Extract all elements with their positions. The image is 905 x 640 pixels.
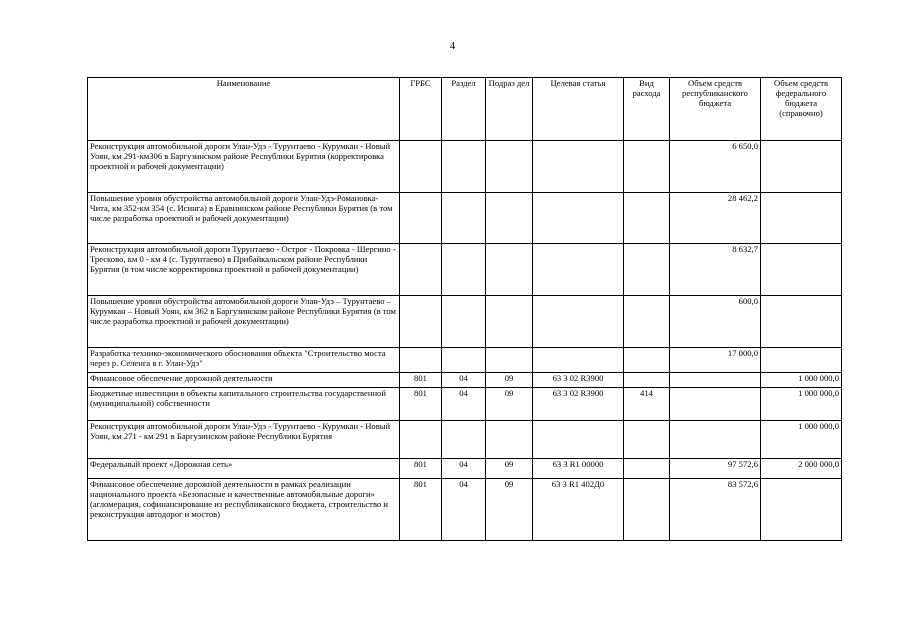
cell-podrazdel: 09 <box>486 459 533 479</box>
cell-expense-type <box>624 459 670 479</box>
cell-republican-amount <box>670 388 761 421</box>
cell-expense-type <box>624 373 670 388</box>
cell-expense-type <box>624 141 670 193</box>
table-row <box>88 459 842 479</box>
cell-grbs: 801 <box>400 388 442 421</box>
page-number: 4 <box>449 40 456 52</box>
cell-razdel: 04 <box>442 373 486 388</box>
header-name: Наименование <box>88 78 400 141</box>
cell-grbs <box>400 348 442 373</box>
cell-republican-amount: 6 650,0 <box>670 141 761 193</box>
table-header-row <box>88 78 842 141</box>
cell-federal-amount <box>761 479 842 541</box>
cell-name: Реконструкция автомобильной дороги Улан-Удэ - Турунтаево - Курумкан - Новый Уоян, км 291-км306 в Баргузинском районе Республики Бурятия (корректировка проектной и рабочей документации) <box>88 141 400 193</box>
cell-republican-amount: 600,0 <box>670 296 761 348</box>
table-row <box>88 373 842 388</box>
cell-razdel <box>442 348 486 373</box>
cell-republican-amount: 97 572,6 <box>670 459 761 479</box>
cell-name: Реконструкция автомобильной дороги Турунтаево - Острог - Покровка - Шергино - Тресково, км 0 - км 4 (с. Турунтаево) в Прибайкальском районе Республики Бурятия (в том числе корректировка проектной и рабочей документации) <box>88 244 400 296</box>
cell-razdel <box>442 421 486 459</box>
cell-razdel: 04 <box>442 479 486 541</box>
cell-grbs: 801 <box>400 479 442 541</box>
cell-republican-amount: 28 462,2 <box>670 193 761 244</box>
cell-podrazdel: 09 <box>486 388 533 421</box>
cell-republican-amount <box>670 373 761 388</box>
cell-target-article <box>533 193 624 244</box>
cell-expense-type <box>624 348 670 373</box>
cell-name: Бюджетные инвестиции в объекты капитального строительства государственной (муниципальной) собственности <box>88 388 400 421</box>
cell-razdel <box>442 296 486 348</box>
header-federal-budget: Объем средств федерального бюджета (справочно) <box>761 78 842 141</box>
cell-grbs <box>400 296 442 348</box>
table-row <box>88 421 842 459</box>
cell-target-article <box>533 348 624 373</box>
cell-podrazdel: 09 <box>486 479 533 541</box>
table-row <box>88 141 842 193</box>
cell-federal-amount: 1 000 000,0 <box>761 421 842 459</box>
cell-razdel <box>442 193 486 244</box>
cell-republican-amount <box>670 421 761 459</box>
cell-federal-amount <box>761 193 842 244</box>
table-row <box>88 244 842 296</box>
table-row <box>88 193 842 244</box>
cell-podrazdel <box>486 193 533 244</box>
cell-grbs <box>400 141 442 193</box>
cell-expense-type <box>624 193 670 244</box>
cell-podrazdel: 09 <box>486 373 533 388</box>
table-row <box>88 479 842 541</box>
table-row <box>88 296 842 348</box>
cell-expense-type: 414 <box>624 388 670 421</box>
cell-razdel <box>442 244 486 296</box>
cell-expense-type <box>624 421 670 459</box>
cell-federal-amount: 2 000 000,0 <box>761 459 842 479</box>
cell-federal-amount: 1 000 000,0 <box>761 373 842 388</box>
cell-podrazdel <box>486 421 533 459</box>
cell-expense-type <box>624 479 670 541</box>
cell-razdel <box>442 141 486 193</box>
header-expense-type: Вид расхода <box>624 78 670 141</box>
cell-podrazdel <box>486 348 533 373</box>
cell-republican-amount: 17 000,0 <box>670 348 761 373</box>
cell-target-article <box>533 296 624 348</box>
cell-name: Финансовое обеспечение дорожной деятельности <box>88 373 400 388</box>
cell-target-article: 63 3 R1 402Д0 <box>533 479 624 541</box>
cell-republican-amount: 8 632,7 <box>670 244 761 296</box>
header-razdel: Раздел <box>442 78 486 141</box>
cell-republican-amount: 83 572,6 <box>670 479 761 541</box>
header-target-article: Целевая статья <box>533 78 624 141</box>
cell-name: Федеральный проект «Дорожная сеть» <box>88 459 400 479</box>
cell-expense-type <box>624 244 670 296</box>
cell-federal-amount: 1 000 000,0 <box>761 388 842 421</box>
cell-target-article <box>533 141 624 193</box>
cell-grbs <box>400 193 442 244</box>
cell-target-article: 63 3 R1 00000 <box>533 459 624 479</box>
table-row <box>88 388 842 421</box>
cell-target-article: 63 3 02 R3900 <box>533 388 624 421</box>
header-grbs: ГРБС <box>400 78 442 141</box>
cell-target-article <box>533 244 624 296</box>
header-republican-budget: Объем средств республиканского бюджета <box>670 78 761 141</box>
cell-target-article <box>533 421 624 459</box>
budget-table <box>87 77 842 541</box>
cell-federal-amount <box>761 244 842 296</box>
cell-grbs: 801 <box>400 373 442 388</box>
cell-federal-amount <box>761 348 842 373</box>
cell-name: Реконструкция автомобильной дороги Улан-Удэ - Турунтаево - Курумкан - Новый Уоян, км 271 - км 291 в Баргузинском районе Республики Бурятия <box>88 421 400 459</box>
header-podrazdel: Подраз дел <box>486 78 533 141</box>
cell-name: Повышение уровня обустройства автомобильной дороги Улан-Удэ-Романовка-Чита, км 352-км 354 (с. Исинга) в Еравнинском районе Республики Бурятия (в том числе разработка проектной и рабочей документации) <box>88 193 400 244</box>
cell-razdel: 04 <box>442 459 486 479</box>
cell-podrazdel <box>486 296 533 348</box>
cell-grbs: 801 <box>400 459 442 479</box>
cell-target-article: 63 3 02 R3900 <box>533 373 624 388</box>
cell-federal-amount <box>761 296 842 348</box>
cell-expense-type <box>624 296 670 348</box>
cell-grbs <box>400 244 442 296</box>
cell-name: Разработка технико-экономического обоснования объекта "Строительство моста через р. Селенга в г. Улан-Удэ" <box>88 348 400 373</box>
cell-podrazdel <box>486 141 533 193</box>
cell-razdel: 04 <box>442 388 486 421</box>
cell-podrazdel <box>486 244 533 296</box>
cell-name: Повышение уровня обустройства автомобильной дороги Улан-Удэ – Турунтаево – Курумкан – Новый Уоян, км 362 в Баргузинском районе Республики Бурятия (в том числе разработка проектной и рабочей документации) <box>88 296 400 348</box>
cell-name: Финансовое обеспечение дорожной деятельности в рамках реализации национального проекта «Безопасные и качественные автомобильные дороги» (агломерация, софинансирование из республиканского бюджета, строительство и реконструкция автодорог и мостов) <box>88 479 400 541</box>
cell-grbs <box>400 421 442 459</box>
cell-federal-amount <box>761 141 842 193</box>
table-row <box>88 348 842 373</box>
